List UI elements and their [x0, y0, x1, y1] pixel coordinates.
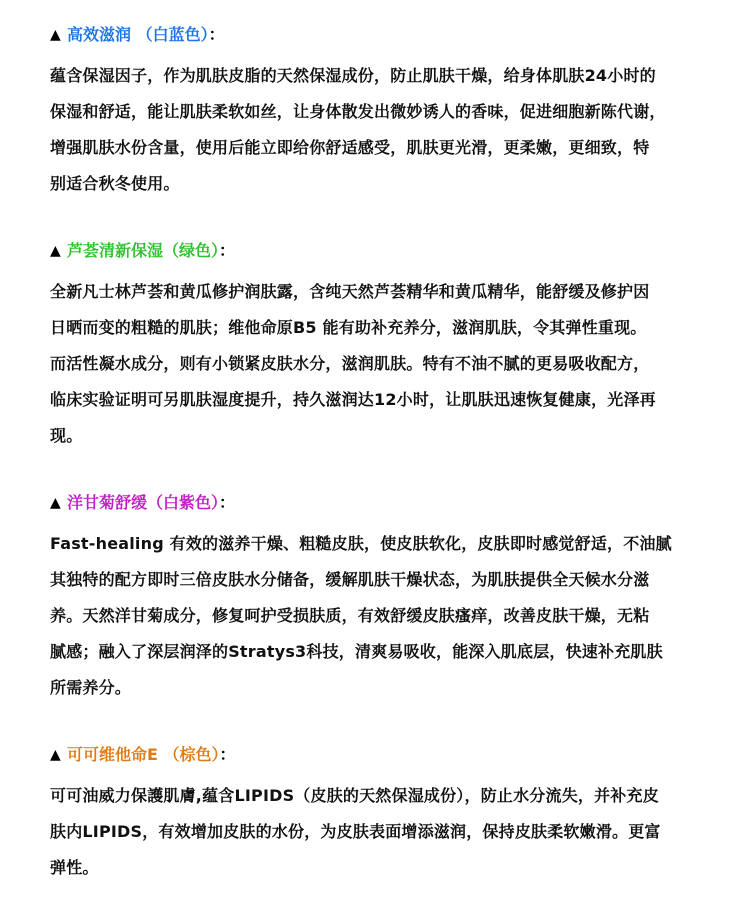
- section-heading: [50, 490, 732, 516]
- triangle-bullet-icon: ▲: [50, 747, 61, 763]
- section-efficient-moisture: [50, 22, 732, 202]
- body-line: 所需养分。: [50, 678, 132, 697]
- section-title: 可可维他命E （棕色）: [67, 745, 220, 764]
- body-line: 其独特的配方即时三倍皮肤水分储备，缓解肌肤干燥状态，为肌肤提供全天候水分滋: [50, 570, 650, 589]
- triangle-bullet-icon: ▲: [50, 27, 61, 43]
- section-body: [50, 526, 732, 706]
- heading-colon: ：: [208, 25, 225, 44]
- body-line: 增强肌肤水份含量，使用后能立即给你舒适感受，肌肤更光滑，更柔嫩，更细致，特: [50, 138, 650, 157]
- heading-colon: ：: [219, 241, 236, 260]
- section-body: [50, 58, 732, 202]
- body-line: 全新凡士林芦荟和黄瓜修护润肤露，含纯天然芦荟精华和黄瓜精华，能舒缓及修护因: [50, 282, 650, 301]
- section-heading: [50, 742, 732, 768]
- section-title: 芦荟清新保湿（绿色）: [67, 241, 220, 260]
- body-line: 养。天然洋甘菊成分，修复呵护受损肤质，有效舒缓皮肤瘙痒，改善皮肤干燥，无粘: [50, 606, 650, 625]
- triangle-bullet-icon: ▲: [50, 243, 61, 259]
- section-chamomile-soothing: [50, 490, 732, 706]
- section-aloe-fresh-moisture: [50, 238, 732, 454]
- section-title: 洋甘菊舒缓（白紫色）: [67, 493, 220, 512]
- body-line: 弹性。: [50, 858, 99, 877]
- section-heading: [50, 238, 732, 264]
- triangle-bullet-icon: ▲: [50, 495, 61, 511]
- section-heading: [50, 22, 732, 48]
- heading-colon: ：: [219, 745, 236, 764]
- heading-colon: ：: [219, 493, 236, 512]
- body-line: 现。: [50, 426, 83, 445]
- body-line: 蕴含保湿因子，作为肌肤皮脂的天然保湿成份，防止肌肤干燥，给身体肌肤24小时的: [50, 66, 656, 85]
- body-line: 腻感；融入了深层润泽的Stratys3科技，清爽易吸收，能深入肌底层，快速补充肌肤: [50, 642, 663, 661]
- body-line: Fast-healing 有效的滋养干燥、粗糙皮肤，使皮肤软化，皮肤即时感觉舒适，不油腻: [50, 534, 672, 553]
- section-body: [50, 274, 732, 454]
- section-title: 高效滋润 （白蓝色）: [67, 25, 209, 44]
- body-line: 保湿和舒适，能让肌肤柔软如丝，让身体散发出微妙诱人的香味，促进细胞新陈代谢，: [50, 102, 666, 121]
- section-cocoa-vitamin-e: [50, 742, 732, 886]
- body-line: 而活性凝水成分，则有小锁紧皮肤水分，滋润肌肤。特有不油不腻的更易吸收配方，: [50, 354, 650, 373]
- body-line: 肤内LIPIDS，有效增加皮肤的水份，为皮肤表面增添滋润，保持皮肤柔软嫩滑。更富: [50, 822, 661, 841]
- body-line: 可可油威力保護肌膚,蕴含LIPIDS（皮肤的天然保湿成份），防止水分流失，并补充皮: [50, 786, 659, 805]
- body-line: 别适合秋冬使用。: [50, 174, 180, 193]
- section-body: [50, 778, 732, 886]
- body-line: 日晒而变的粗糙的肌肤；维他命原B5 能有助补充养分，滋润肌肤，令其弹性重现。: [50, 318, 647, 337]
- body-line: 临床实验证明可另肌肤湿度提升，持久滋润达12小时，让肌肤迅速恢复健康，光泽再: [50, 390, 656, 409]
